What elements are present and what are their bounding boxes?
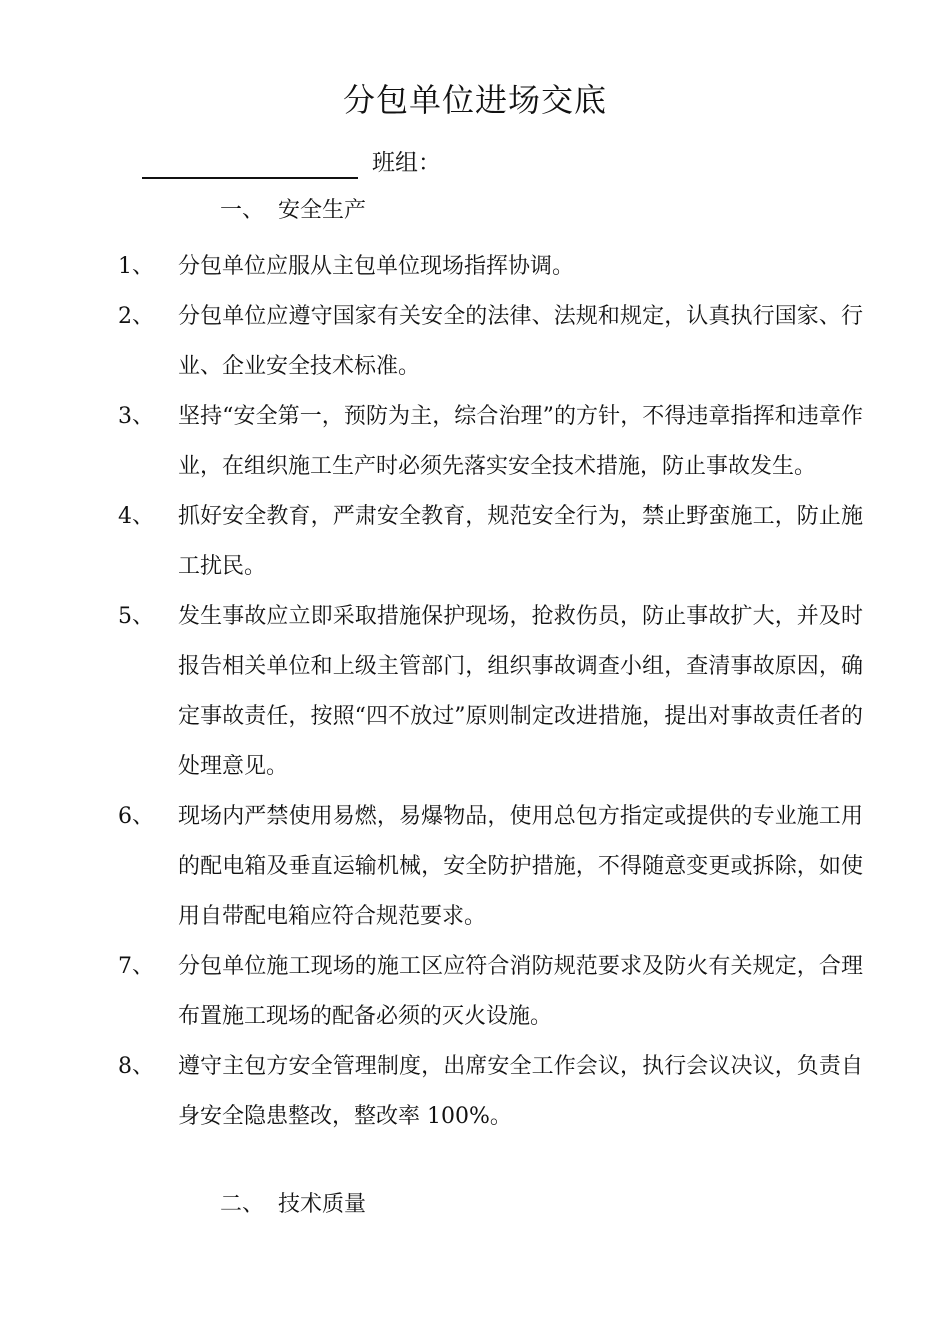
item-text: 分包单位施工现场的施工区应符合消防规范要求及防火有关规定，合理布置施工现场的配备必须的灭火设施。 xyxy=(178,954,863,1029)
item-number: 3、 xyxy=(118,404,154,429)
item-number: 7、 xyxy=(118,954,154,979)
section-label: 技术质量 xyxy=(278,1192,367,1217)
list-item xyxy=(118,492,863,592)
item-number: 8、 xyxy=(118,1054,154,1079)
team-label: 班组： xyxy=(372,150,441,176)
item-text: 分包单位应服从主包单位现场指挥协调。 xyxy=(178,254,575,279)
page-title: 分包单位进场交底 xyxy=(342,81,607,119)
section-number: 一、 xyxy=(220,198,265,223)
item-text: 现场内严禁使用易燃，易爆物品，使用总包方指定或提供的专业施工用的配电箱及垂直运输机械，安全防护措施，不得随意变更或拆除，如使用自带配电箱应符合规范要求。 xyxy=(178,804,863,929)
list-item xyxy=(118,792,863,942)
item-number: 6、 xyxy=(118,804,154,829)
list-item xyxy=(118,942,863,1042)
list-item xyxy=(118,392,863,492)
section-number: 二、 xyxy=(220,1192,265,1217)
item-number: 4、 xyxy=(118,504,154,529)
safety-item-list xyxy=(118,242,863,1142)
item-text: 抓好安全教育，严肃安全教育，规范安全行为，禁止野蛮施工，防止施工扰民。 xyxy=(178,504,863,579)
item-text: 遵守主包方安全管理制度，出席安全工作会议，执行会议决议，负责自身安全隐患整改，整改率 100%。 xyxy=(178,1054,863,1129)
item-number: 2、 xyxy=(118,304,154,329)
team-blank-line xyxy=(142,145,358,179)
section-heading-safety xyxy=(220,196,366,226)
item-text: 分包单位应遵守国家有关安全的法律、法规和规定，认真执行国家、行业、企业安全技术标准。 xyxy=(178,304,863,379)
team-field xyxy=(142,141,441,179)
item-text: 发生事故应立即采取措施保护现场，抢救伤员，防止事故扩大，并及时报告相关单位和上级主管部门，组织事故调查小组，查清事故原因，确定事故责任，按照“四不放过”原则制定改进措施，提出对事故责任者的处理意见。 xyxy=(178,604,863,779)
item-number: 5、 xyxy=(118,604,154,629)
section-heading-quality xyxy=(220,1190,366,1220)
item-number: 1、 xyxy=(118,254,154,279)
list-item xyxy=(118,242,863,292)
section-label: 安全生产 xyxy=(278,198,367,223)
item-text: 坚持“安全第一，预防为主，综合治理”的方针，不得违章指挥和违章作业，在组织施工生产时必须先落实安全技术措施，防止事故发生。 xyxy=(178,404,863,479)
list-item xyxy=(118,592,863,792)
list-item xyxy=(118,292,863,392)
list-item xyxy=(118,1042,863,1142)
